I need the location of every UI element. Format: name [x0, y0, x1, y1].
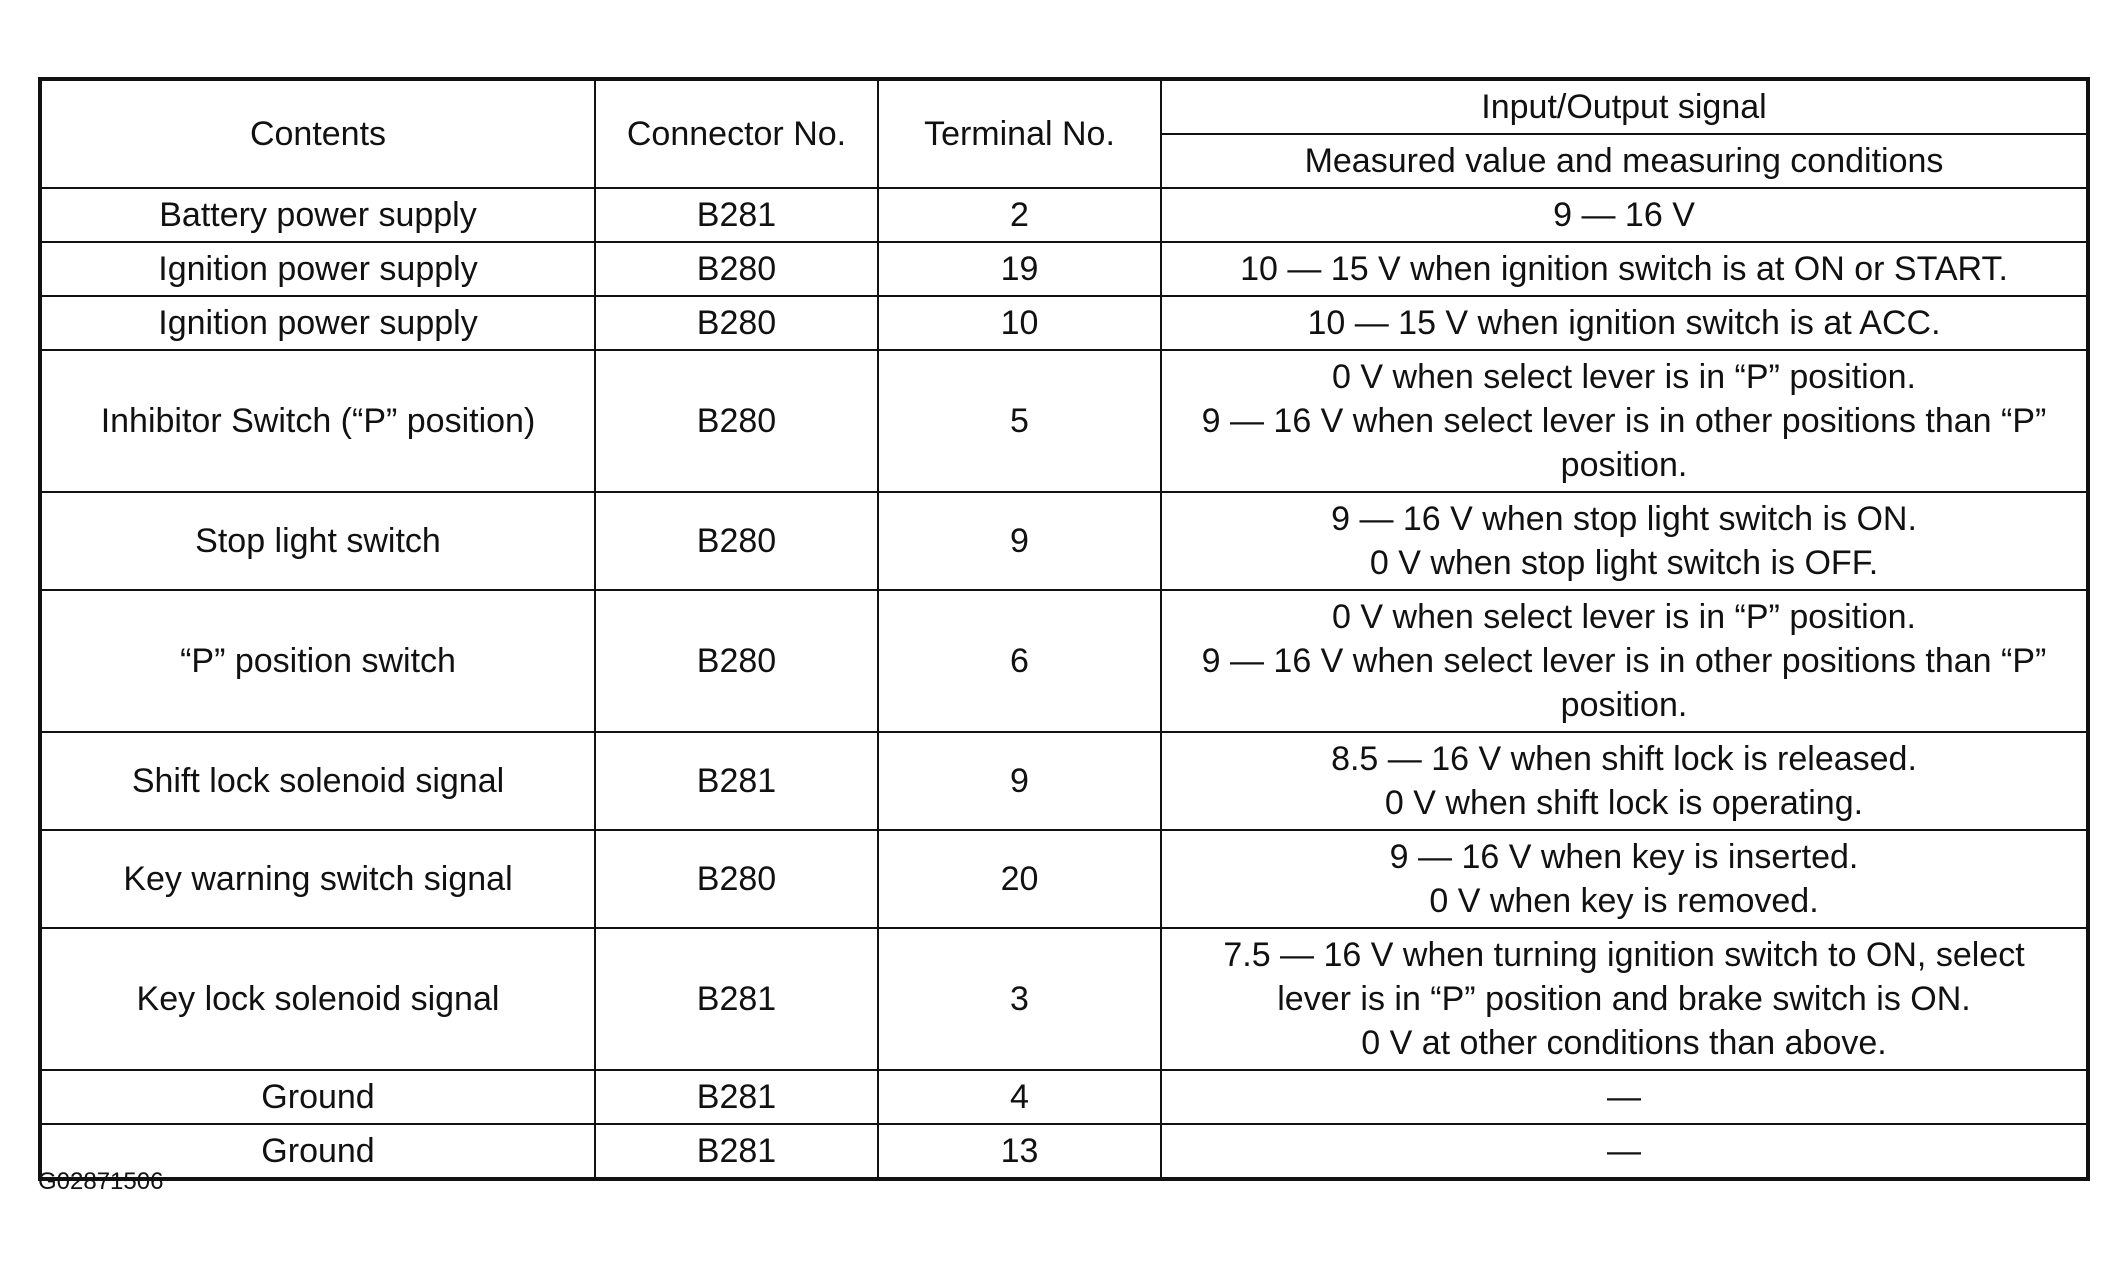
input-output-signal-table — [38, 77, 2090, 1181]
signal-cell — [1161, 1124, 2088, 1179]
connector-cell: B280 — [595, 590, 878, 732]
signal-line: position. — [1560, 446, 1688, 484]
terminal-cell: 9 — [878, 732, 1161, 830]
signal-line: 0 V at other conditions than above. — [1361, 1024, 1887, 1062]
contents-cell: Inhibitor Switch (“P” position) — [40, 350, 595, 492]
terminal-cell: 19 — [878, 242, 1161, 296]
terminal-cell: 10 — [878, 296, 1161, 350]
table-row — [40, 242, 2088, 296]
header-contents: Contents — [40, 79, 595, 188]
contents-cell: Ground — [40, 1124, 595, 1179]
header-connector-no: Connector No. — [595, 79, 878, 188]
contents-cell: Stop light switch — [40, 492, 595, 590]
table-row — [40, 928, 2088, 1070]
table-row — [40, 492, 2088, 590]
signal-line: 10 — 15 V when ignition switch is at ON or START. — [1240, 250, 2008, 288]
contents-cell: Battery power supply — [40, 188, 595, 242]
connector-cell: B280 — [595, 492, 878, 590]
contents-cell: Ignition power supply — [40, 296, 595, 350]
header-input-output-signal: Input/Output signal — [1161, 79, 2088, 134]
connector-cell: B281 — [595, 1124, 878, 1179]
figure-id: G02871506 — [38, 1168, 164, 1195]
table-row — [40, 1124, 2088, 1179]
terminal-cell: 6 — [878, 590, 1161, 732]
signal-line: 9 — 16 V when select lever is in other positions than “P” — [1201, 642, 2047, 680]
terminal-cell: 4 — [878, 1070, 1161, 1124]
header-row — [40, 79, 2088, 134]
signal-line: 9 — 16 V when key is inserted. — [1389, 838, 1859, 876]
signal-cell — [1161, 492, 2088, 590]
signal-cell — [1161, 188, 2088, 242]
header-measured-value: Measured value and measuring conditions — [1161, 134, 2088, 188]
terminal-cell: 5 — [878, 350, 1161, 492]
terminal-cell: 3 — [878, 928, 1161, 1070]
contents-cell: “P” position switch — [40, 590, 595, 732]
signal-line: 0 V when select lever is in “P” position. — [1332, 598, 1916, 636]
table-row — [40, 188, 2088, 242]
signal-line: 9 — 16 V when stop light switch is ON. — [1331, 500, 1917, 538]
connector-cell: B281 — [595, 928, 878, 1070]
table-row — [40, 590, 2088, 732]
signal-line: 0 V when stop light switch is OFF. — [1369, 544, 1879, 582]
table-row — [40, 1070, 2088, 1124]
signal-cell — [1161, 590, 2088, 732]
contents-cell: Shift lock solenoid signal — [40, 732, 595, 830]
signal-cell — [1161, 830, 2088, 928]
connector-cell: B280 — [595, 350, 878, 492]
contents-cell: Key warning switch signal — [40, 830, 595, 928]
signal-line: 0 V when key is removed. — [1429, 882, 1819, 920]
table-row — [40, 732, 2088, 830]
signal-cell — [1161, 928, 2088, 1070]
connector-cell: B280 — [595, 830, 878, 928]
signal-line: — — [1607, 1078, 1641, 1116]
signal-line: 8.5 — 16 V when shift lock is released. — [1331, 740, 1917, 778]
signal-cell — [1161, 296, 2088, 350]
connector-cell: B280 — [595, 296, 878, 350]
table-row — [40, 296, 2088, 350]
signal-cell — [1161, 350, 2088, 492]
contents-cell: Ignition power supply — [40, 242, 595, 296]
signal-line: 0 V when select lever is in “P” position. — [1332, 358, 1916, 396]
table-body — [40, 188, 2088, 1179]
table-row — [40, 350, 2088, 492]
signal-cell — [1161, 1070, 2088, 1124]
terminal-cell: 2 — [878, 188, 1161, 242]
terminal-cell: 13 — [878, 1124, 1161, 1179]
connector-cell: B281 — [595, 188, 878, 242]
signal-line: 10 — 15 V when ignition switch is at ACC. — [1307, 304, 1941, 342]
signal-line: lever is in “P” position and brake switch is ON. — [1277, 980, 1971, 1018]
connector-cell: B281 — [595, 732, 878, 830]
signal-line: — — [1607, 1132, 1641, 1170]
contents-cell: Key lock solenoid signal — [40, 928, 595, 1070]
signal-line: 9 — 16 V when select lever is in other positions than “P” — [1201, 402, 2047, 440]
signal-line: 7.5 — 16 V when turning ignition switch to ON, select — [1223, 936, 2025, 974]
connector-cell: B281 — [595, 1070, 878, 1124]
table-row — [40, 830, 2088, 928]
signal-cell — [1161, 732, 2088, 830]
signal-line: 9 — 16 V — [1553, 196, 1695, 234]
signal-line: 0 V when shift lock is operating. — [1384, 784, 1864, 822]
header-terminal-no: Terminal No. — [878, 79, 1161, 188]
signal-cell — [1161, 242, 2088, 296]
terminal-cell: 20 — [878, 830, 1161, 928]
connector-cell: B280 — [595, 242, 878, 296]
contents-cell: Ground — [40, 1070, 595, 1124]
terminal-cell: 9 — [878, 492, 1161, 590]
signal-line: position. — [1560, 686, 1688, 724]
